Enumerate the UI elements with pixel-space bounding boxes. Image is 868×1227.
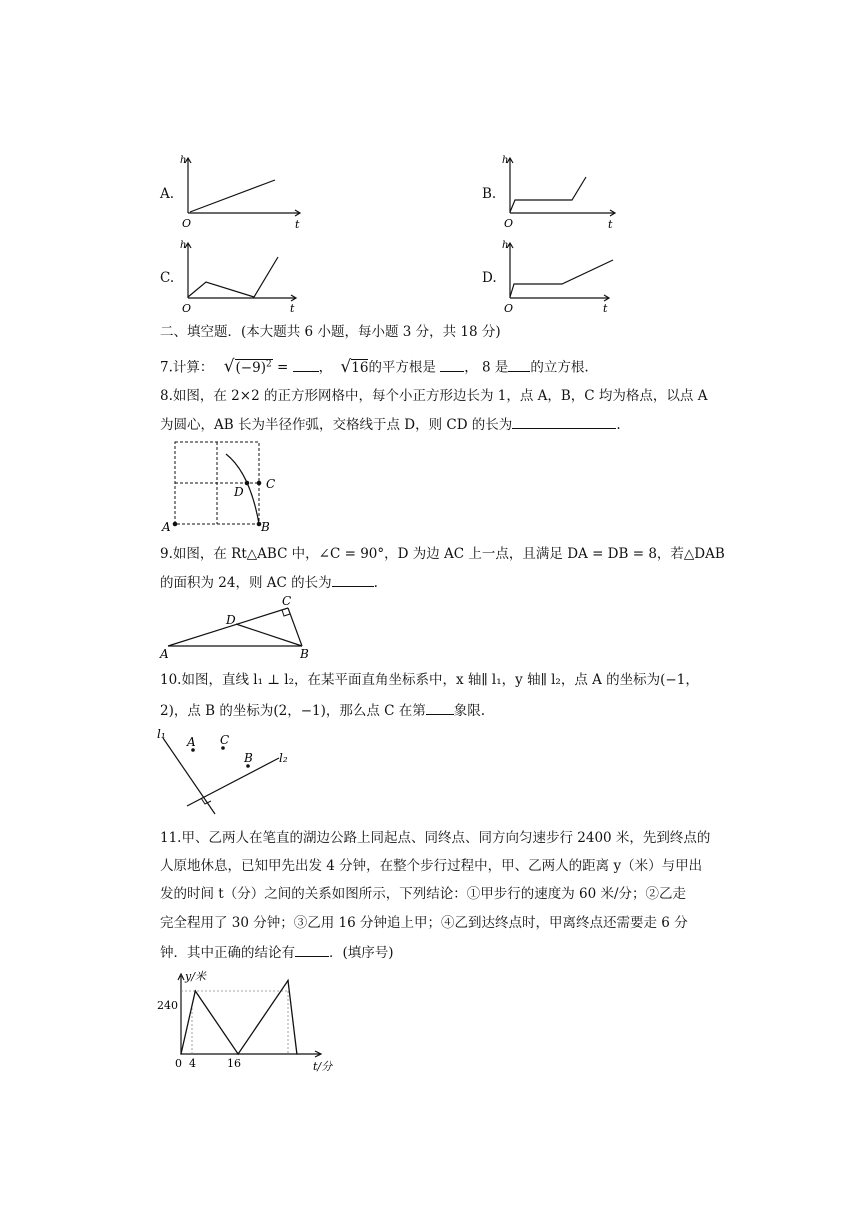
point-b-label: B [300, 647, 309, 661]
question-11-line-4: 完全程用了 30 分钟；③乙用 16 分钟追上甲；④乙到达终点时，甲离终点还需要走 6 分 [160, 915, 688, 931]
axis-t-label: t [603, 302, 608, 315]
x-tick-4: 4 [189, 1057, 196, 1070]
axis-h-label: h [502, 240, 509, 251]
axis-t-label: t [290, 302, 295, 315]
data-point [296, 1053, 298, 1055]
q8-text: 为圆心，AB 长为半径作弧，交格线于点 D，则 CD 的长为 [160, 417, 513, 433]
question-10-line-2 [160, 700, 485, 721]
grid-figure [160, 438, 290, 538]
q10-end: 象限. [453, 703, 486, 719]
answer-blank[interactable] [295, 942, 329, 957]
q7-prefix: 7.计算： [160, 359, 214, 376]
x-tick-0: 0 [175, 1057, 182, 1070]
question-11-line-3: 发的时间 t（分）之间的关系如图所示，下列结论：①甲步行的速度为 60 米/分；②乙走 [160, 886, 687, 902]
option-a-graph [180, 155, 310, 235]
question-7 [160, 354, 589, 378]
option-a-label: A. [160, 186, 175, 202]
distance-time-chart [155, 966, 355, 1076]
option-c-graph [180, 240, 310, 320]
axis-h-label: h [502, 155, 509, 166]
answer-blank[interactable] [332, 572, 374, 587]
origin-label: O [182, 302, 192, 315]
point-c-label: C [266, 477, 276, 491]
data-point [194, 990, 196, 992]
option-d-label: D. [482, 270, 497, 286]
q7-eight: 8 是 [482, 359, 509, 376]
answer-blank[interactable] [508, 357, 530, 372]
q9-text: 的面积为 24，则 AC 的长为 [160, 575, 332, 591]
option-b-label: B. [482, 186, 497, 202]
point-b-label: B [244, 751, 253, 765]
line-l1-label: l₁ [157, 727, 166, 741]
data-point [180, 1053, 182, 1055]
q7-exponent: 2 [265, 359, 272, 369]
q7-sep: ， [464, 359, 478, 376]
y-tick-240: 240 [157, 999, 178, 1012]
origin-label: O [504, 302, 514, 315]
q7-end: 的立方根. [530, 359, 589, 376]
point-a-label: A [162, 520, 171, 534]
q7-radicand-1: (−9) [235, 359, 266, 376]
option-b-graph [502, 155, 632, 235]
axis-t-label: t [295, 218, 300, 231]
answer-blank[interactable] [293, 357, 319, 372]
question-10-line-1: 10.如图，直线 l₁ ⊥ l₂，在某平面直角坐标系中，x 轴∥ l₁，y 轴∥ l₂，点 A 的坐标为(−1， [160, 672, 699, 688]
answer-blank[interactable] [426, 700, 454, 715]
q10-text: 2)，点 B 的坐标为(2，−1)，那么点 C 在第 [160, 703, 426, 719]
q7-sep: ， [318, 359, 333, 376]
x-axis-label: t/分 [313, 1060, 333, 1073]
question-9-line-2 [160, 572, 378, 593]
point-c-label: C [220, 733, 230, 747]
point-a-label: A [160, 647, 169, 661]
line-l2-label: l₂ [279, 751, 288, 765]
option-d-graph [502, 240, 632, 320]
triangle-figure [160, 594, 310, 660]
option-c-label: C. [160, 270, 175, 286]
point-c-label: C [282, 594, 292, 608]
axis-h-label: h [180, 240, 187, 251]
x-tick-16: 16 [227, 1057, 241, 1070]
point-d-label: D [234, 485, 244, 499]
question-11-line-5 [160, 942, 394, 963]
origin-label: O [504, 217, 514, 230]
answer-blank[interactable] [440, 357, 464, 372]
q8-end: . [616, 417, 621, 433]
point-a-label: A [187, 735, 196, 749]
sqrt-16: √16 [340, 356, 369, 377]
section-heading: 二、填空题．(本大题共 6 小题，每小题 3 分，共 18 分) [160, 324, 501, 340]
q11-end: ．(填序号) [329, 945, 394, 961]
data-point [287, 980, 289, 982]
question-9-line-1: 9.如图，在 Rt△ABC 中，∠C = 90°，D 为边 AC 上一点，且满足 DA = DB = 8，若△DAB [160, 546, 725, 562]
question-8-line-1: 8.如图，在 2×2 的正方形网格中，每个小正方形边长为 1，点 A，B，C 均为格点，以点 A [160, 388, 708, 404]
series-line [181, 981, 297, 1055]
q7-mid: 的平方根是 [368, 359, 436, 376]
q11-text: 钟．其中正确的结论有 [160, 945, 295, 961]
point-d-label: D [226, 613, 236, 627]
origin-label: O [182, 217, 192, 230]
sqrt-expression: $√(-9)^2$ [223, 356, 272, 377]
q7-radicand-2: 16 [351, 359, 369, 376]
point-b-label: B [261, 520, 270, 534]
question-11-line-1: 11.甲、乙两人在笔直的湖边公路上同起点、同终点、同方向匀速步行 2400 米，先到终点的 [160, 830, 711, 846]
answer-blank[interactable] [512, 414, 616, 429]
q7-equals: = [277, 359, 289, 376]
axis-h-label: h [180, 155, 187, 166]
question-8-line-2 [160, 414, 621, 435]
q9-end: . [373, 575, 378, 591]
axis-t-label: t [608, 218, 613, 231]
perpendicular-lines-figure [155, 726, 305, 822]
y-axis-label: y/米 [185, 970, 206, 983]
data-point [237, 1053, 239, 1055]
question-11-line-2: 人原地休息，已知甲先出发 4 分钟，在整个步行过程中，甲、乙两人的距离 y（米）与甲出 [160, 858, 703, 874]
